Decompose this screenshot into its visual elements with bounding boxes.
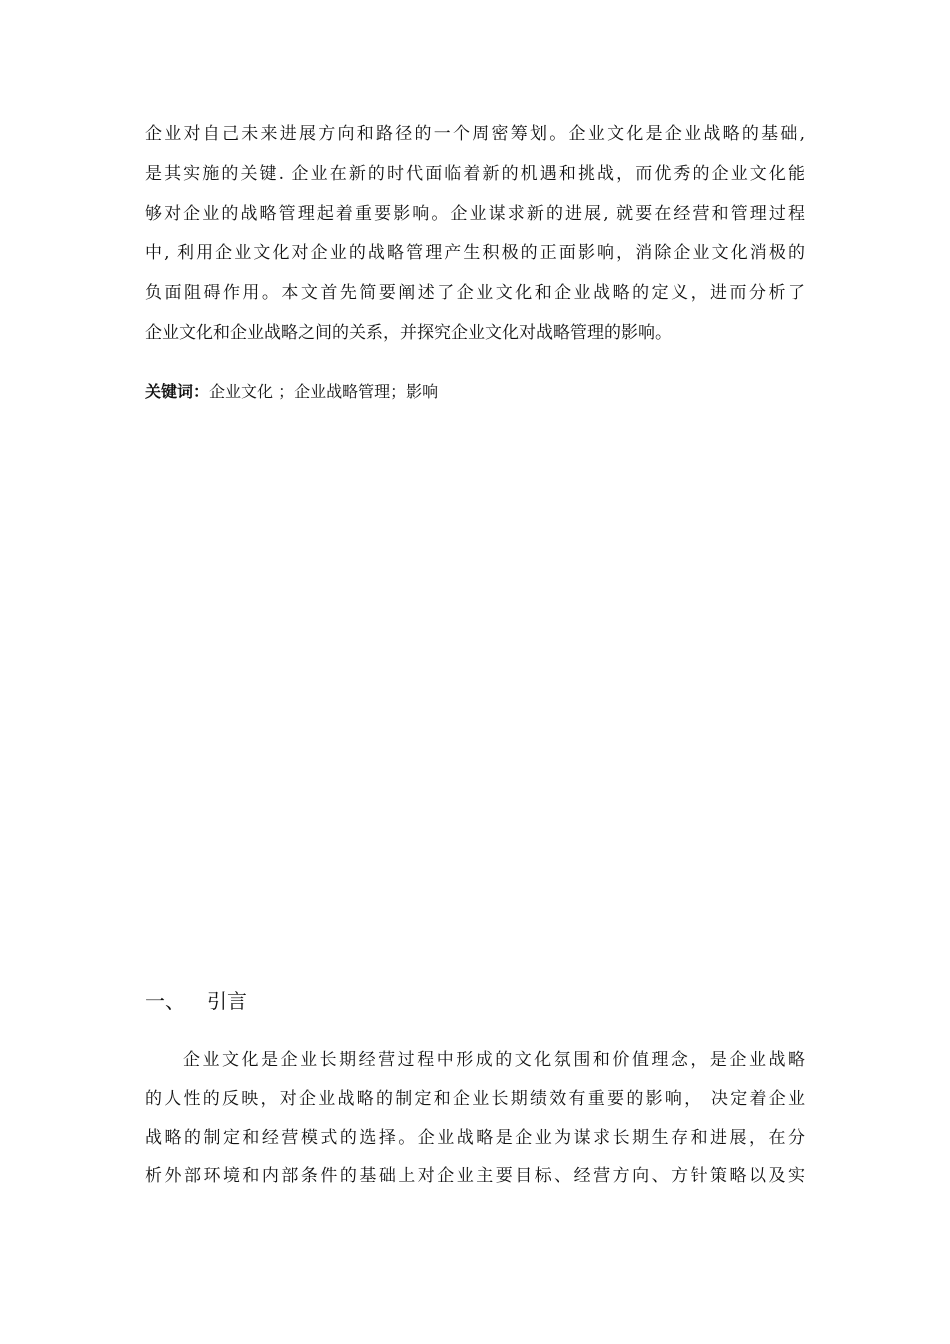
abstract-line-2: 是其实施的关键. 企业在新的时代面临着新的机遇和挑战，而优秀的企业文化能 bbox=[145, 164, 805, 184]
section-number: 一、 bbox=[145, 989, 185, 1013]
section-heading bbox=[145, 989, 247, 1013]
body-line-3: 战略的制定和经营模式的选择。企业战略是企业为谋求长期生存和进展，在分 bbox=[145, 1128, 805, 1148]
abstract-line-3: 够对企业的战略管理起着重要影响。企业谋求新的进展, 就要在经营和管理过程 bbox=[145, 204, 805, 224]
abstract-line-5: 负面阻碍作用。本文首先简要阐述了企业文化和企业战略的定义，进而分析了 bbox=[145, 283, 805, 303]
keywords-label: 关键词： bbox=[145, 382, 210, 401]
section-title: 引言 bbox=[207, 989, 247, 1013]
keywords-value: 企业文化 ；企业战略管理；影响 bbox=[209, 382, 439, 401]
keywords-line bbox=[145, 382, 438, 402]
body-line-4: 析外部环境和内部条件的基础上对企业主要目标、经营方向、方针策略以及实 bbox=[145, 1166, 805, 1186]
body-line-2: 的人性的反映，对企业战略的制定和企业长期绩效有重要的影响， 决定着企业 bbox=[145, 1089, 805, 1109]
body-line-1: 企业文化是企业长期经营过程中形成的文化氛围和价值理念，是企业战略 bbox=[183, 1050, 805, 1070]
abstract-line-4: 中, 利用企业文化对企业的战略管理产生积极的正面影响，消除企业文化消极的 bbox=[145, 243, 805, 263]
abstract-line-1: 企业对自己未来进展方向和路径的一个周密筹划。企业文化是企业战略的基础, bbox=[145, 124, 805, 144]
abstract-line-6: 企业文化和企业战略之间的关系，并探究企业文化对战略管理的影响。 bbox=[145, 323, 672, 343]
